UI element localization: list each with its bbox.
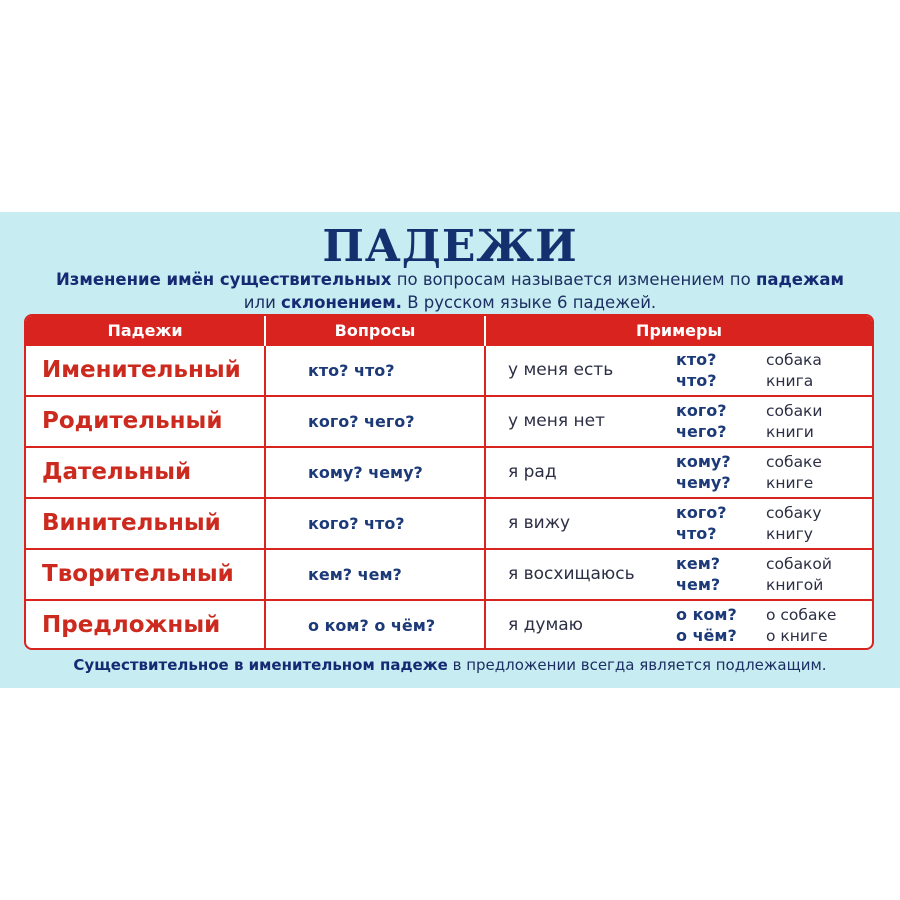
example-question-2: чем? — [676, 575, 721, 594]
intro-text-6: В русском языке 6 падежей. — [401, 293, 657, 312]
example-question-1: кто? — [676, 350, 717, 369]
example-words — [766, 452, 866, 494]
example-question-2: что? — [676, 371, 717, 390]
header-questions: Вопросы — [334, 321, 416, 340]
example-questions — [676, 604, 766, 646]
case-questions: кому? чему? — [308, 463, 423, 482]
example-word-1: собакой — [766, 555, 832, 573]
case-questions: кто? что? — [308, 361, 395, 380]
intro-text — [20, 268, 880, 314]
intro-text-4: или — [243, 293, 282, 312]
header-cases: Падежи — [107, 321, 183, 340]
example-words — [766, 401, 866, 443]
example-word-1: собаки — [766, 402, 823, 420]
case-name: Дательный — [42, 459, 192, 485]
example-word-1: собаку — [766, 504, 822, 522]
example-question-1: кем? — [676, 554, 721, 573]
example-word-1: собака — [766, 351, 822, 369]
intro-bold-5: склонением. — [281, 293, 402, 312]
table-header — [26, 316, 872, 346]
case-questions: кого? что? — [308, 514, 405, 533]
example-words — [766, 350, 866, 392]
table-row — [26, 499, 872, 550]
case-name: Винительный — [42, 510, 221, 536]
example-questions — [676, 349, 766, 391]
example-question-1: кого? — [676, 503, 727, 522]
cases-card — [0, 212, 900, 688]
example-word-2: книги — [766, 423, 814, 441]
example-question-2: чему? — [676, 473, 731, 492]
example-question-2: чего? — [676, 422, 727, 441]
page-title: ПАДЕЖИ — [322, 221, 578, 272]
footer-bold: Существительное в именительном падеже — [73, 656, 448, 674]
example-phrase: я думаю — [508, 615, 583, 635]
example-phrase: я вижу — [508, 513, 571, 533]
example-question-2: что? — [676, 524, 717, 543]
case-questions: кого? чего? — [308, 412, 415, 431]
table-row — [26, 550, 872, 601]
example-word-2: о книге — [766, 627, 828, 645]
case-name: Именительный — [42, 357, 241, 383]
example-question-2: о чём? — [676, 626, 737, 645]
example-phrase: я рад — [508, 462, 557, 482]
table-row — [26, 346, 872, 397]
example-word-2: книга — [766, 372, 814, 390]
example-word-2: книгу — [766, 525, 813, 543]
cases-table — [24, 314, 874, 650]
example-phrase: у меня есть — [508, 360, 614, 380]
case-questions: кем? чем? — [308, 565, 402, 584]
footer-note — [0, 654, 900, 676]
intro-bold-1: Изменение имён существительных — [55, 270, 392, 289]
example-words — [766, 605, 866, 647]
intro-bold-3: падежам — [755, 270, 845, 289]
example-word-1: о собаке — [766, 606, 837, 624]
case-name: Родительный — [42, 408, 223, 434]
table-row — [26, 448, 872, 499]
example-word-2: книге — [766, 474, 814, 492]
footer-rest: в предложении всегда является подлежащим. — [447, 656, 827, 674]
example-word-1: собаке — [766, 453, 822, 471]
example-question-1: кому? — [676, 452, 731, 471]
intro-text-2: по вопросам называется изменением по — [391, 270, 756, 289]
example-question-1: кого? — [676, 401, 727, 420]
case-name: Творительный — [42, 561, 234, 587]
example-words — [766, 554, 866, 596]
example-words — [766, 503, 866, 545]
example-question-1: о ком? — [676, 605, 737, 624]
example-questions — [676, 553, 766, 595]
table-row — [26, 397, 872, 448]
example-questions — [676, 400, 766, 442]
example-phrase: у меня нет — [508, 411, 605, 431]
table-row — [26, 601, 872, 650]
case-name: Предложный — [42, 612, 221, 638]
header-examples: Примеры — [636, 321, 722, 340]
example-word-2: книгой — [766, 576, 824, 594]
example-questions — [676, 451, 766, 493]
example-phrase: я восхищаюсь — [508, 564, 635, 584]
case-questions: о ком? о чём? — [308, 616, 436, 635]
example-questions — [676, 502, 766, 544]
